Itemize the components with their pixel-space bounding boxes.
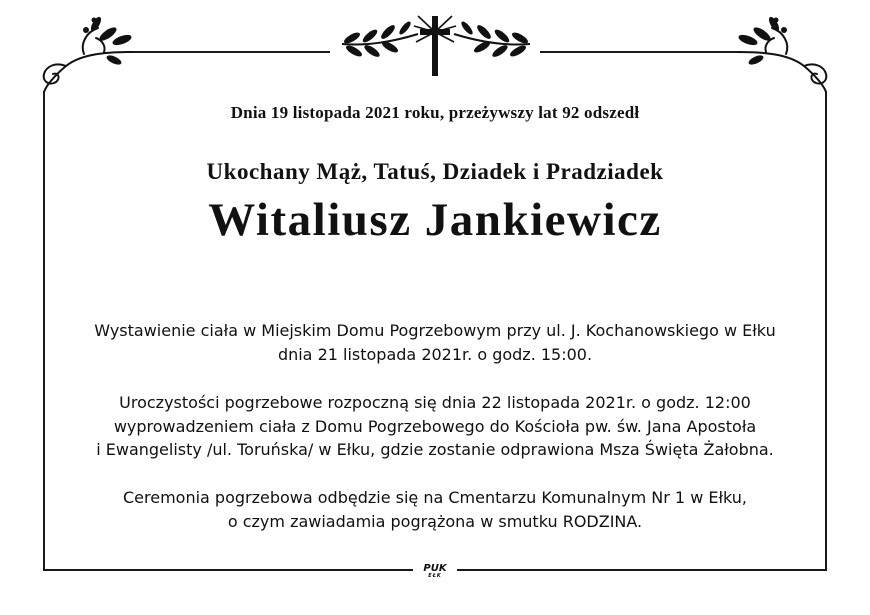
puk-logo (418, 564, 452, 579)
swirl-flourish-icon (734, 14, 834, 94)
paragraph-line: o czym zawiadamia pogrążona w smutku RODZINA. (227, 511, 643, 531)
paragraph-line: Uroczystości pogrzebowe rozpoczną się dnia 22 listopada 2021r. o godz. 12:00 (119, 393, 751, 412)
olive-branch-icon (338, 18, 420, 64)
paragraph-line: i Ewangelisty /ul. Toruńska/ w Ełku, gdzie zostanie odprawiona Msza Święta Żałobna. (96, 440, 774, 459)
swirl-flourish-icon (36, 14, 136, 94)
notice-epithet: Ukochany Mąż, Tatuś, Dziadek i Pradziadek (206, 159, 664, 184)
notice-intro: Dnia 19 listopada 2021 roku, przeżywszy lat 92 odszedł (230, 103, 640, 122)
frame-bottom-right-line (457, 569, 827, 571)
logo-sub: EŁK (428, 573, 442, 579)
paragraph-line: Ceremonia pogrzebowa odbędzie się na Cmentarzu Komunalnym Nr 1 w Ełku, (122, 488, 748, 507)
olive-branch-icon (452, 18, 534, 64)
frame-bottom-left-line (43, 569, 413, 571)
ceremony-paragraph (40, 391, 830, 462)
paragraph-line: Wystawienie ciała w Miejskim Domu Pogrzebowym przy ul. J. Kochanowskiego w Ełku (94, 321, 776, 340)
paragraph-line: dnia 21 listopada 2021r. o godz. 15:00. (277, 344, 593, 364)
viewing-paragraph (40, 319, 830, 366)
burial-paragraph (40, 486, 830, 533)
frame-top-left-line (130, 51, 330, 53)
paragraph-line: wyprowadzeniem ciała z Domu Pogrzebowego do Kościoła pw. św. Jana Apostoła (113, 416, 757, 436)
logo-main: PUK (423, 563, 447, 574)
deceased-name: Witaliusz Jankiewicz (208, 194, 662, 246)
frame-top-right-line (540, 51, 740, 53)
